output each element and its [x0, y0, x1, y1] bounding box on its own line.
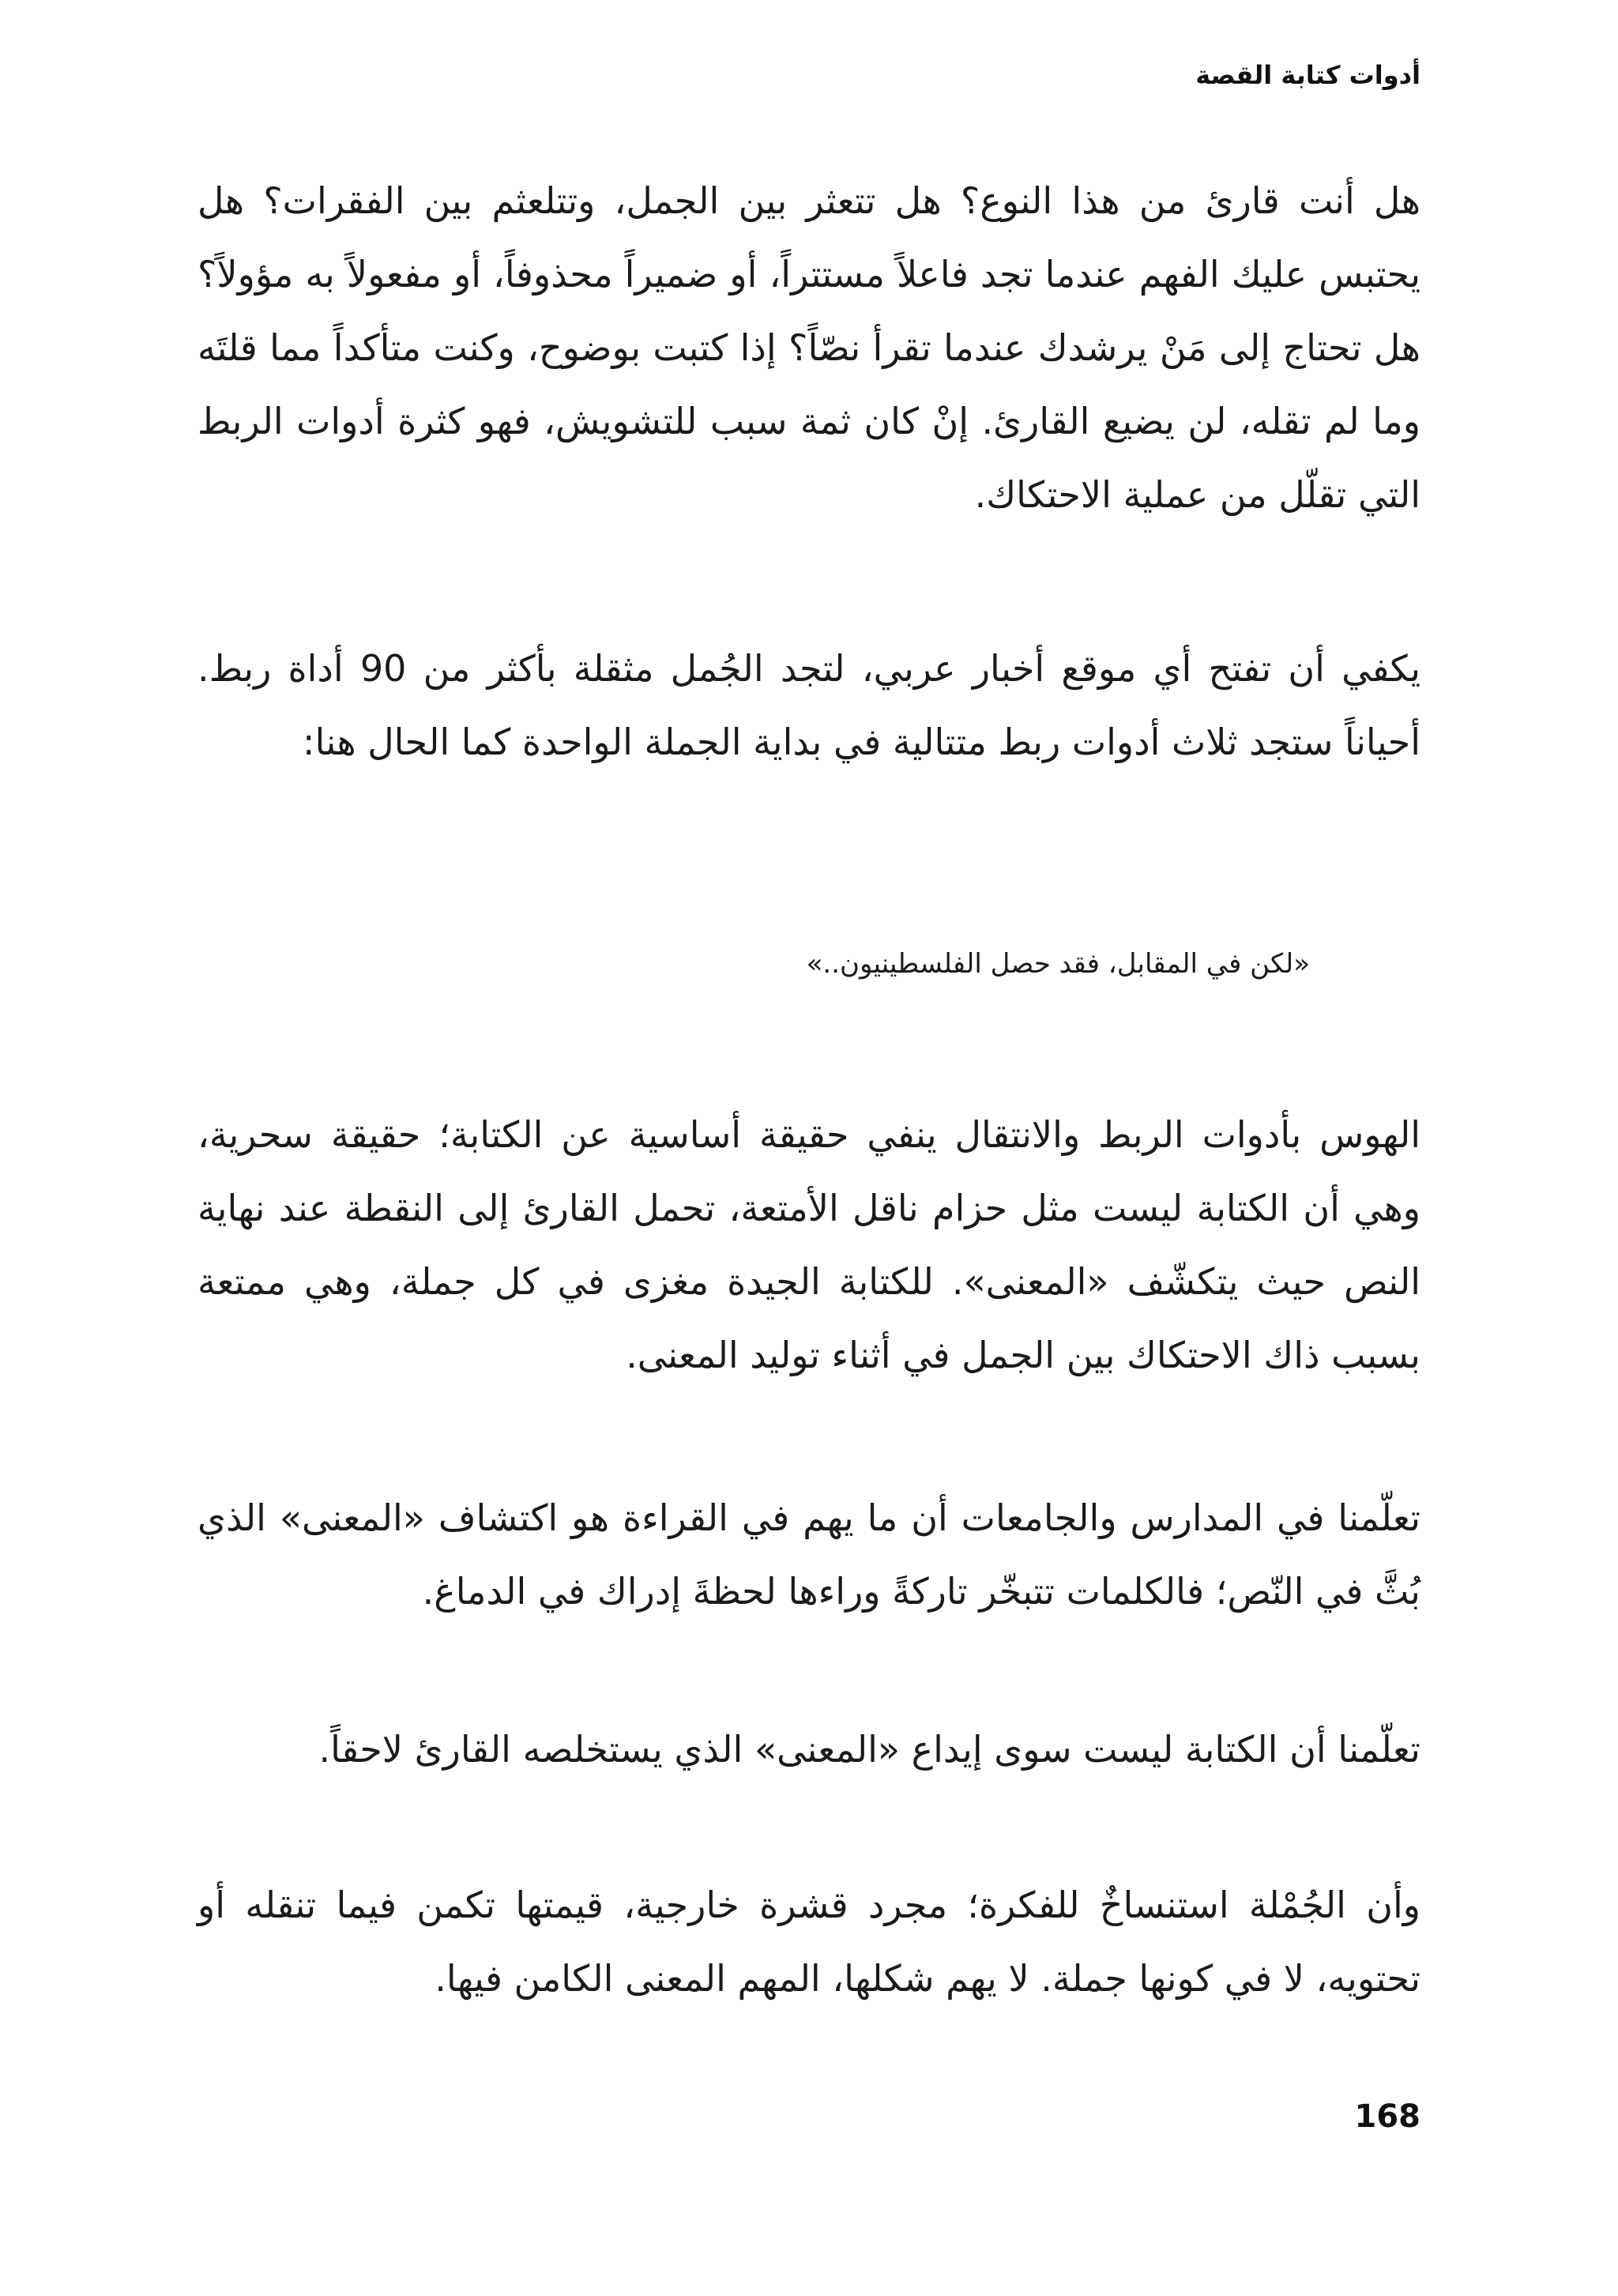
block-quote: «لكن في المقابل، فقد حصل الفلسطينيون..»	[806, 948, 1310, 980]
paragraph-2: يكفي أن تفتح أي موقع أخبار عربي، لتجد الجُمل مثقلة بأكثر من 90 أداة ربط. أحياناً ستجد ثلاث أدوات ربط متتالية في بداية الجملة الواحدة كما الحال هنا:	[198, 647, 1420, 763]
paragraph-5: تعلّمنا أن الكتابة ليست سوى إيداع «المعنى» الذي يستخلصه القارئ لاحقاً.	[318, 1728, 1420, 1771]
paragraph-3: الهوس بأدوات الربط والانتقال ينفي حقيقة أساسية عن الكتابة؛ حقيقة سحرية، وهي أن الكتابة ليست مثل حزام ناقل الأمتعة، تحمل القارئ إلى النقطة عند نهاية النص حيث يتكشّف «المعنى». للكتابة الجيدة مغزى في كل جملة، وهي ممتعة بسبب ذاك الاحتكاك بين الجمل في أثناء توليد المعنى.	[198, 1113, 1420, 1376]
running-header: أدوات كتابة القصة	[1195, 60, 1420, 90]
paragraph-1: هل أنت قارئ من هذا النوع؟ هل تتعثر بين الجمل، وتتلعثم بين الفقرات؟ هل يحتبس عليك الفهم عندما تجد فاعلاً مستتراً، أو ضميراً محذوفاً، أو مفعولاً به مؤولاً؟ هل تحتاج إلى مَنْ يرشدك عندما تقرأ نصّاً؟ إذا كتبت بوضوح، وكنت متأكداً مما قلتَه وما لم تقله، لن يضيع القارئ. إنْ كان ثمة سبب للتشويش، فهو كثرة أدوات الربط التي تقلّل من عملية الاحتكاك.	[198, 179, 1420, 516]
paragraph-6: وأن الجُمْلة استنساخٌ للفكرة؛ مجرد قشرة خارجية، قيمتها تكمن فيما تنقله أو تحتويه، لا في كونها جملة. لا يهم شكلها، المهم المعنى الكامن فيها.	[198, 1884, 1420, 2000]
page-number: 168	[1354, 2098, 1420, 2135]
paragraph-4: تعلّمنا في المدارس والجامعات أن ما يهم في القراءة هو اكتشاف «المعنى» الذي بُثَّ في النّص؛ فالكلمات تتبخّر تاركةً وراءها لحظةَ إدراك في الدماغ.	[198, 1496, 1420, 1613]
